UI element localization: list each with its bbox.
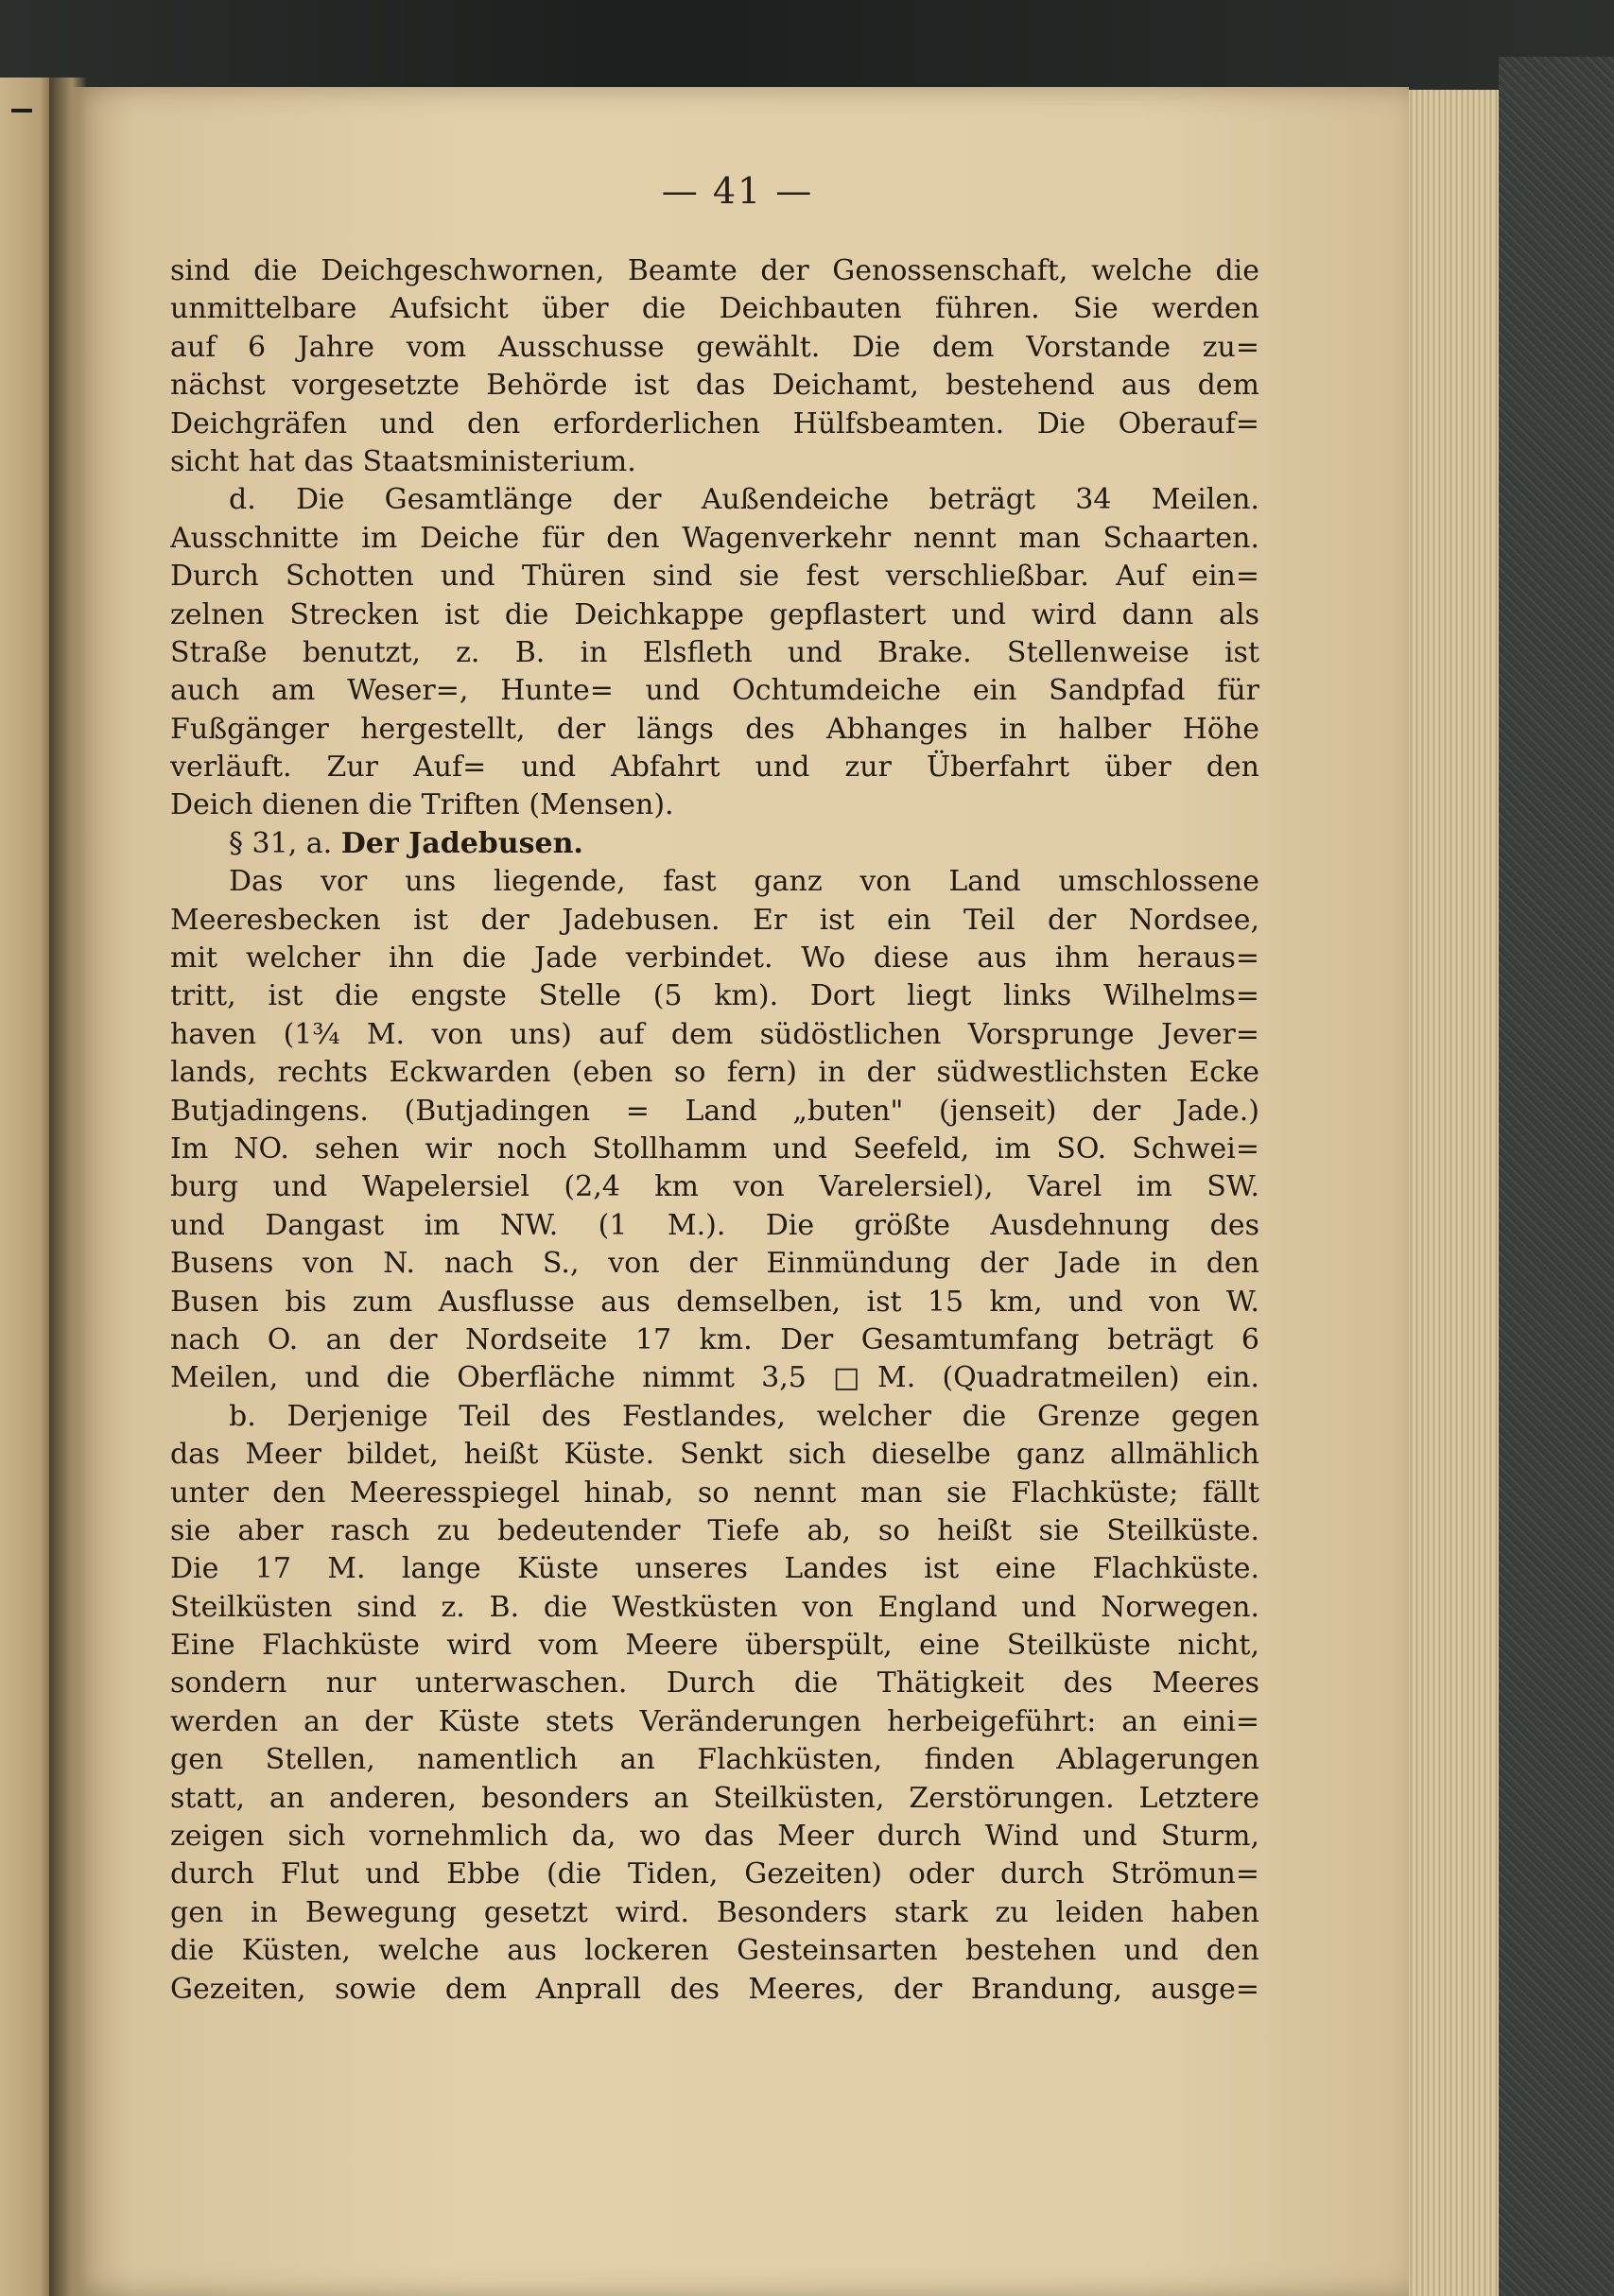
text-line [170,1168,1259,1206]
text-line-content: Meilen, und die Oberfläche nimmt 3,5 □M. (Quadratmeilen) ein. [170,1361,1259,1395]
text-line-content: Steilküsten sind z. B. die Westküsten von England und Norwegen. [170,1590,1259,1624]
text-line-content: haven (1¾ M. von uns) auf dem südöstlichen Vorsprunge Jever= [170,1017,1259,1051]
text-line-content: Deichgräfen und den erforderlichen Hülfsbeamten. Die Oberauf= [170,406,1259,440]
text-line-content: d. Die Gesamtlänge der Außendeiche beträgt 34 Meilen. [229,483,1259,517]
text-line-content: und Dangast im NW. (1 M.). Die größte Ausdehnung des [170,1208,1259,1242]
text-line [170,443,1259,481]
text-line [170,252,1259,290]
text-line [170,290,1259,328]
text-line-content: zelnen Strecken ist die Deichkappe gepflastert und wird dann als [170,597,1259,631]
text-line [170,596,1259,634]
text-line [170,1398,1259,1436]
text-line-content: Im NO. sehen wir noch Stollhamm und Seefeld, im SO. Schwei= [170,1131,1259,1165]
text-line-content: Eine Flachküste wird vom Meere überspült, eine Steilküste nicht, [170,1629,1259,1663]
text-line-content: verläuft. Zur Auf= und Abfahrt und zur Überfahrt über den [170,751,1259,785]
margin-mark [11,109,32,112]
text-line-content: Busens von N. nach S., von der Einmündung der Jade in den [170,1247,1259,1281]
text-line [170,1627,1259,1665]
text-line-content: lands, rechts Eckwarden (eben so fern) in der südwestlichsten Ecke [170,1056,1259,1090]
text-line-content: auch am Weser=, Hunte= und Ochtumdeiche ein Sandpfad für [170,674,1259,708]
text-line-content: sind die Deichgeschwornen, Beamte der Genossenschaft, welche die [170,254,1259,287]
text-line [170,825,1259,863]
section-heading: Der Jadebusen. [340,826,583,860]
text-line-content: auf 6 Jahre vom Ausschusse gewählt. Die dem Vorstande zu= [170,330,1259,364]
text-line-content: unter den Meeresspiegel hinab, so nennt man sie Flachküste; fällt [170,1476,1259,1510]
text-line-content: sicht hat das Staatsministerium. [170,444,636,478]
text-line [170,1436,1259,1474]
text-line-content: sie aber rasch zu bedeutender Tiefe ab, so heißt sie Steilküste. [170,1513,1259,1547]
text-line [170,1703,1259,1741]
text-line [170,1131,1259,1168]
facing-page-edge [0,78,57,2296]
text-line [170,1818,1259,1856]
text-line-content: tritt, ist die engste Stelle (5 km). Dort liegt links Wilhelms= [170,979,1259,1013]
text-line [170,1284,1259,1321]
text-line-content: gen in Bewegung gesetzt wird. Besonders stark zu leiden haben [170,1895,1259,1929]
page-number: — 41 — [661,170,814,212]
text-line [170,1512,1259,1550]
text-line [170,558,1259,596]
text-line-content: Gezeiten, sowie dem Anprall des Meeres, der Brandung, ausge= [170,1972,1259,2006]
text-line-content: Die 17 M. lange Küste unseres Landes ist eine Flachküste. [170,1552,1259,1586]
text-line [170,749,1259,786]
text-line [170,1971,1259,2009]
text-line-content: Deich dienen die Triften (Mensen). [170,788,674,822]
text-line [170,1475,1259,1512]
text-line-content: nächst vorgesetzte Behörde ist das Deichamt, bestehend aus dem [170,369,1259,403]
text-line [170,406,1259,443]
book-cover-edge [1499,57,1614,2296]
text-line-content: b. Derjenige Teil des Festlandes, welcher die Grenze gegen [229,1399,1259,1433]
text-line [170,634,1259,672]
text-line [170,1932,1259,1970]
text-line [170,1245,1259,1283]
page-text [170,252,1259,2009]
text-line-content: Busen bis zum Ausflusse aus demselben, ist 15 km, und von W. [170,1285,1259,1319]
text-line [170,1741,1259,1779]
text-line [170,1093,1259,1131]
text-line-content: burg und Wapelersiel (2,4 km von Varelersiel), Varel im SW. [170,1170,1259,1204]
text-line-content: werden an der Küste stets Veränderungen herbeigeführt: an eini= [170,1704,1259,1738]
text-line-content: Butjadingens. (Butjadingen = Land „buten" (jenseit) der Jade.) [170,1094,1259,1128]
text-line [170,940,1259,977]
text-line-content: durch Flut und Ebbe (die Tiden, Gezeiten) oder durch Strömun= [170,1857,1259,1891]
text-line-content: nach O. an der Nordseite 17 km. Der Gesamtumfang beträgt 6 [170,1322,1259,1356]
text-line-content: statt, an anderen, besonders an Steilküsten, Zerstörungen. Letztere [170,1781,1259,1815]
text-line [170,1856,1259,1893]
text-line [170,1054,1259,1092]
text-line [170,520,1259,558]
text-line-content: sondern nur unterwaschen. Durch die Thätigkeit des Meeres [170,1666,1259,1700]
text-line [170,1359,1259,1397]
text-line-content: Meeresbecken ist der Jadebusen. Er ist ein Teil der Nordsee, [170,903,1259,937]
text-line [170,1589,1259,1627]
text-line [170,1016,1259,1054]
text-line [170,1321,1259,1359]
text-line-content: Fußgänger hergestellt, der längs des Abhanges in halber Höhe [170,712,1259,746]
text-line-content: gen Stellen, namentlich an Flachküsten, finden Ablagerungen [170,1743,1259,1777]
text-line [170,711,1259,749]
text-line [170,1550,1259,1588]
text-line-content: Ausschnitte im Deiche für den Wagenverkehr nennt man Schaarten. [170,521,1259,555]
text-line [170,1780,1259,1818]
text-line-content: zeigen sich vornehmlich da, wo das Meer durch Wind und Sturm, [170,1820,1259,1854]
text-line [170,672,1259,710]
book-gutter [49,78,87,2296]
text-line [170,1207,1259,1245]
text-line [170,329,1259,367]
text-line [170,863,1259,901]
text-line [170,786,1259,824]
text-line-content: das Meer bildet, heißt Küste. Senkt sich dieselbe ganz allmählich [170,1438,1259,1472]
book-page [66,87,1409,2296]
text-line-content: mit welcher ihn die Jade verbindet. Wo diese aus ihm heraus= [170,941,1259,975]
text-line-content: die Küsten, welche aus lockeren Gesteinsarten bestehen und den [170,1934,1259,1968]
text-line-content: Straße benutzt, z. B. in Elsfleth und Brake. Stellenweise ist [170,635,1259,669]
text-line-content: unmittelbare Aufsicht über die Deichbauten führen. Sie werden [170,292,1259,326]
text-line [170,1894,1259,1932]
text-line [170,1665,1259,1702]
text-line-content: § 31, a. [229,826,341,860]
text-line [170,481,1259,519]
text-line [170,367,1259,405]
text-line-content: Durch Schotten und Thüren sind sie fest verschließbar. Auf ein= [170,560,1259,594]
text-line [170,977,1259,1015]
text-line-content: Das vor uns liegende, fast ganz von Land umschlossene [229,865,1259,899]
text-line [170,902,1259,940]
